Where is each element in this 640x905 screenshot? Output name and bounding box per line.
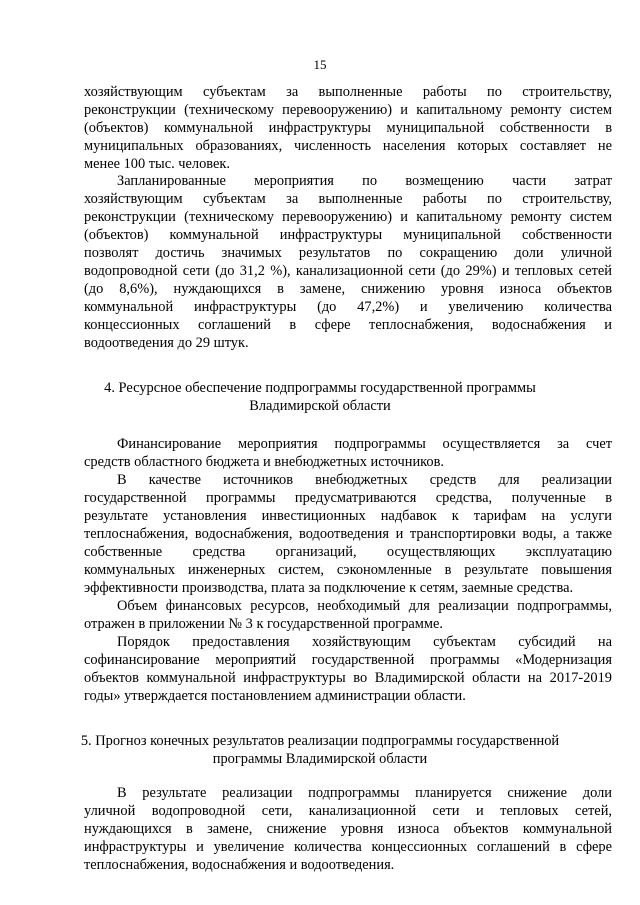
text-line: отражен в приложении № 3 к государственной программе. xyxy=(84,616,443,632)
text-line: эффективности производства, плата за подключение к сетям, заемные средства. xyxy=(84,580,574,596)
text-line: хозяйствующим субъектам за выполненные работы по строительству, xyxy=(84,191,612,207)
text-line: Финансирование мероприятия подпрограммы осуществляется за счет xyxy=(117,436,612,452)
text-line: Порядок предоставления хозяйствующим субъектам субсидий на xyxy=(117,634,612,650)
text-line: хозяйствующим субъектам за выполненные работы по строительству, xyxy=(84,84,612,100)
text-line: позволят достичь значимых результатов по сокращению доли уличной xyxy=(84,245,612,261)
text-line: водопроводной сети (до 31,2 %), канализационной сети (до 29%) и тепловых сетей xyxy=(84,263,612,279)
text-line: В качестве источников внебюджетных средств для реализации xyxy=(117,472,612,488)
section-heading: 4. Ресурсное обеспечение подпрограммы государственной программы xyxy=(104,380,536,396)
text-line: водоотведения до 29 штук. xyxy=(84,335,249,351)
text-line: теплоснабжения, водоснабжения и водоотведения. xyxy=(84,857,395,873)
text-line: годы» утверждается постановлением администрации области. xyxy=(84,688,466,704)
section-heading: Владимирской области xyxy=(249,398,391,414)
text-line: коммунальных инженерных систем, сэкономленные в результате повышения xyxy=(84,562,612,578)
section-heading: программы Владимирской области xyxy=(212,751,428,767)
text-line: коммунальной инфраструктуры (до 47,2%) и увеличению количества xyxy=(84,299,612,315)
text-line: инфраструктуры и увеличение количества концессионных соглашений в сфере xyxy=(84,839,612,855)
text-line: государственной программы предусматриваются средства, полученные в xyxy=(84,490,612,506)
text-line: (до 8,6%), нуждающихся в замене, снижению уровня износа объектов xyxy=(84,281,612,297)
text-line: объектов коммунальной инфраструктуры во Владимирской области на 2017-2019 xyxy=(84,670,612,686)
text-line: (объектов) коммунальной инфраструктуры муниципальной собственности xyxy=(84,227,612,243)
text-line: уличной водопроводной сети, канализационной сети и тепловых сетей, xyxy=(84,803,612,819)
page-number: 15 xyxy=(313,57,327,72)
text-line: реконструкции (техническому перевооружению) и капитальному ремонту систем xyxy=(84,102,612,118)
text-line: реконструкции (техническому перевооружению) и капитальному ремонту систем xyxy=(84,209,612,225)
text-line: средств областного бюджета и внебюджетных источников. xyxy=(84,454,444,470)
text-line: результате установления инвестиционных надбавок к тарифам на услуги xyxy=(84,508,612,524)
text-line: (объектов) коммунальной инфраструктуры муниципальной собственности в xyxy=(84,120,612,136)
text-line: В результате реализации подпрограммы планируется снижение доли xyxy=(117,785,612,801)
text-line: Объем финансовых ресурсов, необходимый для реализации подпрограммы, xyxy=(117,598,612,614)
text-line: муниципальных образованиях, численность населения которых составляет не xyxy=(84,138,612,154)
text-line: собственные средства организаций, осуществляющих эксплуатацию xyxy=(84,544,612,560)
text-line: теплоснабжения, водоснабжения, водоотведения и транспортировки воды, а также xyxy=(84,526,612,542)
text-line: концессионных соглашений в сфере теплоснабжения, водоснабжения и xyxy=(84,317,612,333)
text-line: софинансирование мероприятий государственной программы «Модернизация xyxy=(84,652,612,668)
section-heading: 5. Прогноз конечных результатов реализации подпрограммы государственной xyxy=(80,733,560,749)
text-line: нуждающихся в замене, снижение уровня износа объектов коммунальной xyxy=(84,821,612,837)
text-line: менее 100 тыс. человек. xyxy=(84,156,230,172)
text-line: Запланированные мероприятия по возмещению части затрат xyxy=(117,173,612,189)
